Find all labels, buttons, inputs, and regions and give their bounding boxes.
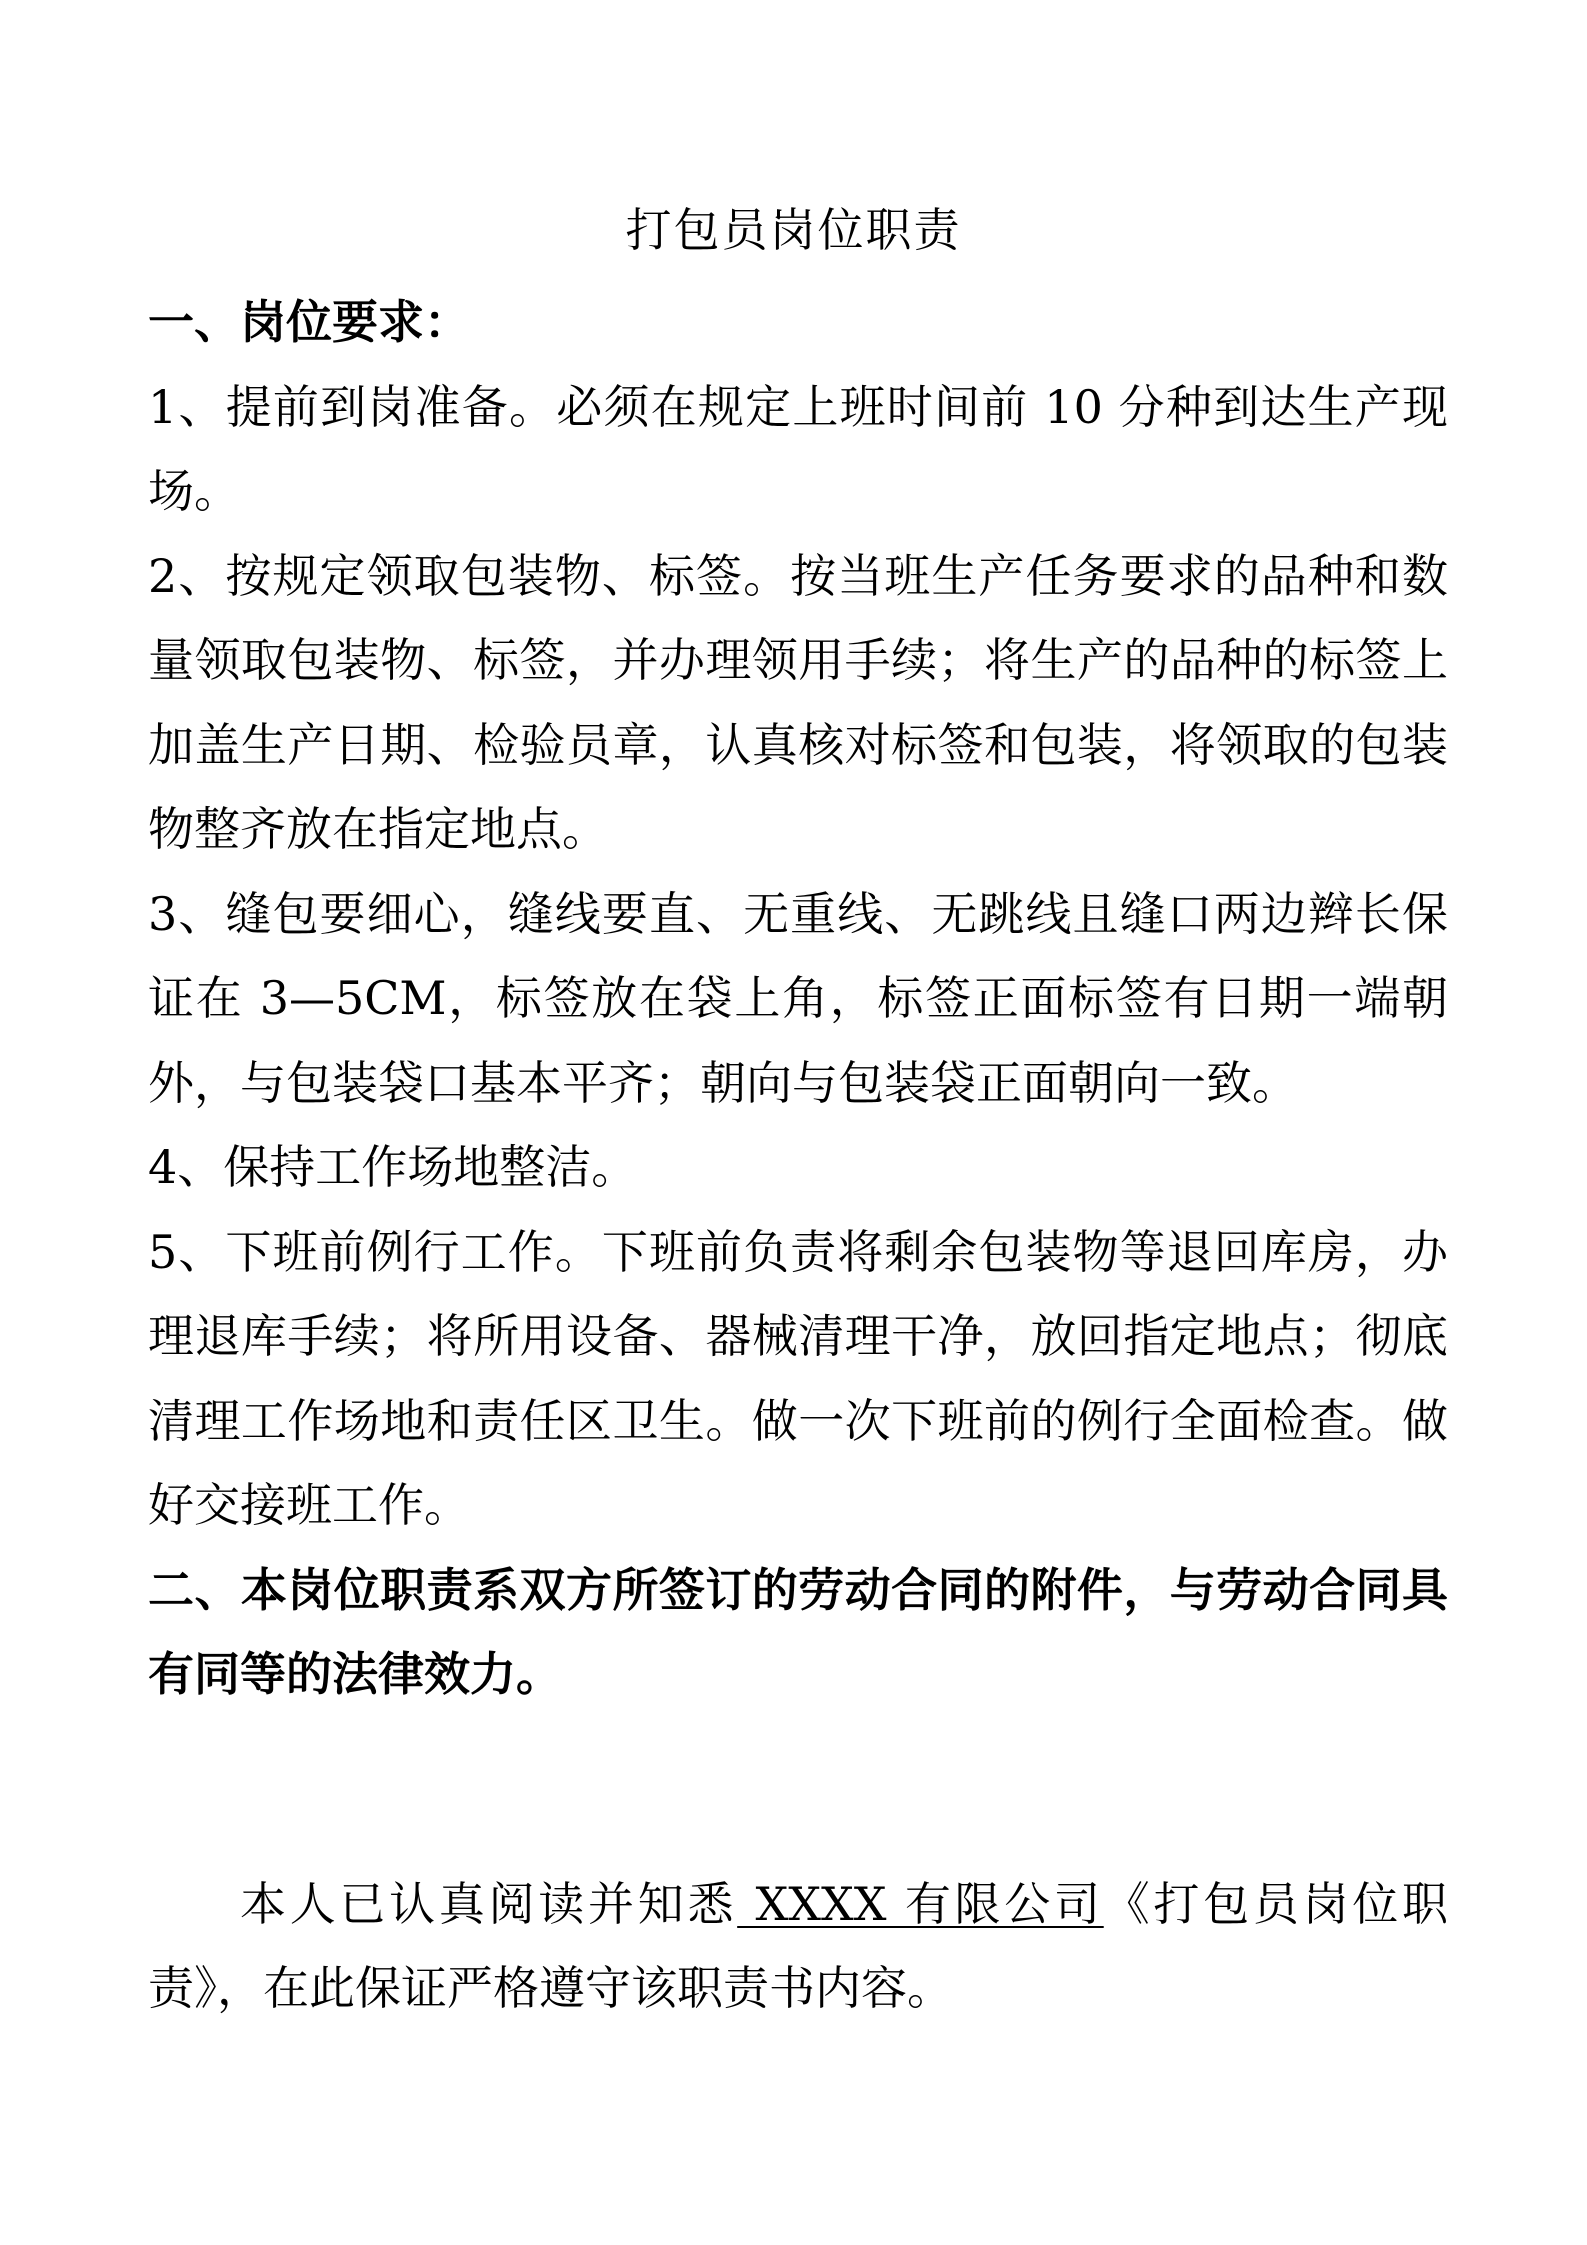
requirement-item-5: 5、下班前例行工作。下班前负责将剩余包装物等退回库房，办理退库手续；将所用设备、器械清理干净，放回指定地点；彻底清理工作场地和责任区卫生。做一次下班前的例行全面检查。做好交接班工作。: [148, 1224, 1448, 1532]
statement-suffix: 《打包员岗位职责》，在此保证严格遵守该职责书内容。: [148, 1876, 1449, 2015]
requirement-item-4: 4、保持工作场地整洁。: [148, 1140, 638, 1194]
document-title: 打包员岗位职责: [625, 203, 962, 257]
acknowledgement-paragraph: [148, 1862, 1448, 2031]
section-heading-requirements: 一、岗位要求：: [148, 295, 470, 349]
company-name: XXXX 有限公司: [737, 1876, 1104, 1931]
section-contract-annex: 二、本岗位职责系双方所签订的劳动合同的附件，与劳动合同具有同等的法律效力。: [148, 1562, 1448, 1701]
spacer: [148, 1717, 1448, 1862]
statement-prefix: 本人已认真阅读并知悉: [240, 1876, 738, 1931]
acknowledgement-statement: [148, 1862, 1448, 2031]
requirement-item-3: 3、缝包要细心，缝线要直、无重线、无跳线且缝口两边辫长保证在 3—5CM，标签放在袋上角，标签正面标签有日期一端朝外，与包装袋口基本平齐；朝向与包装袋正面朝向一致。: [148, 886, 1448, 1110]
document-body: [148, 280, 1448, 2031]
requirement-item-1: 1、提前到岗准备。必须在规定上班时间前 10 分种到达生产现场。: [148, 379, 1448, 518]
requirement-item-2: 2、按规定领取包装物、标签。按当班生产任务要求的品种和数量领取包装物、标签，并办理领用手续；将生产的品种的标签上加盖生产日期、检验员章，认真核对标签和包装，将领取的包装物整齐放在指定地点。: [148, 548, 1448, 856]
